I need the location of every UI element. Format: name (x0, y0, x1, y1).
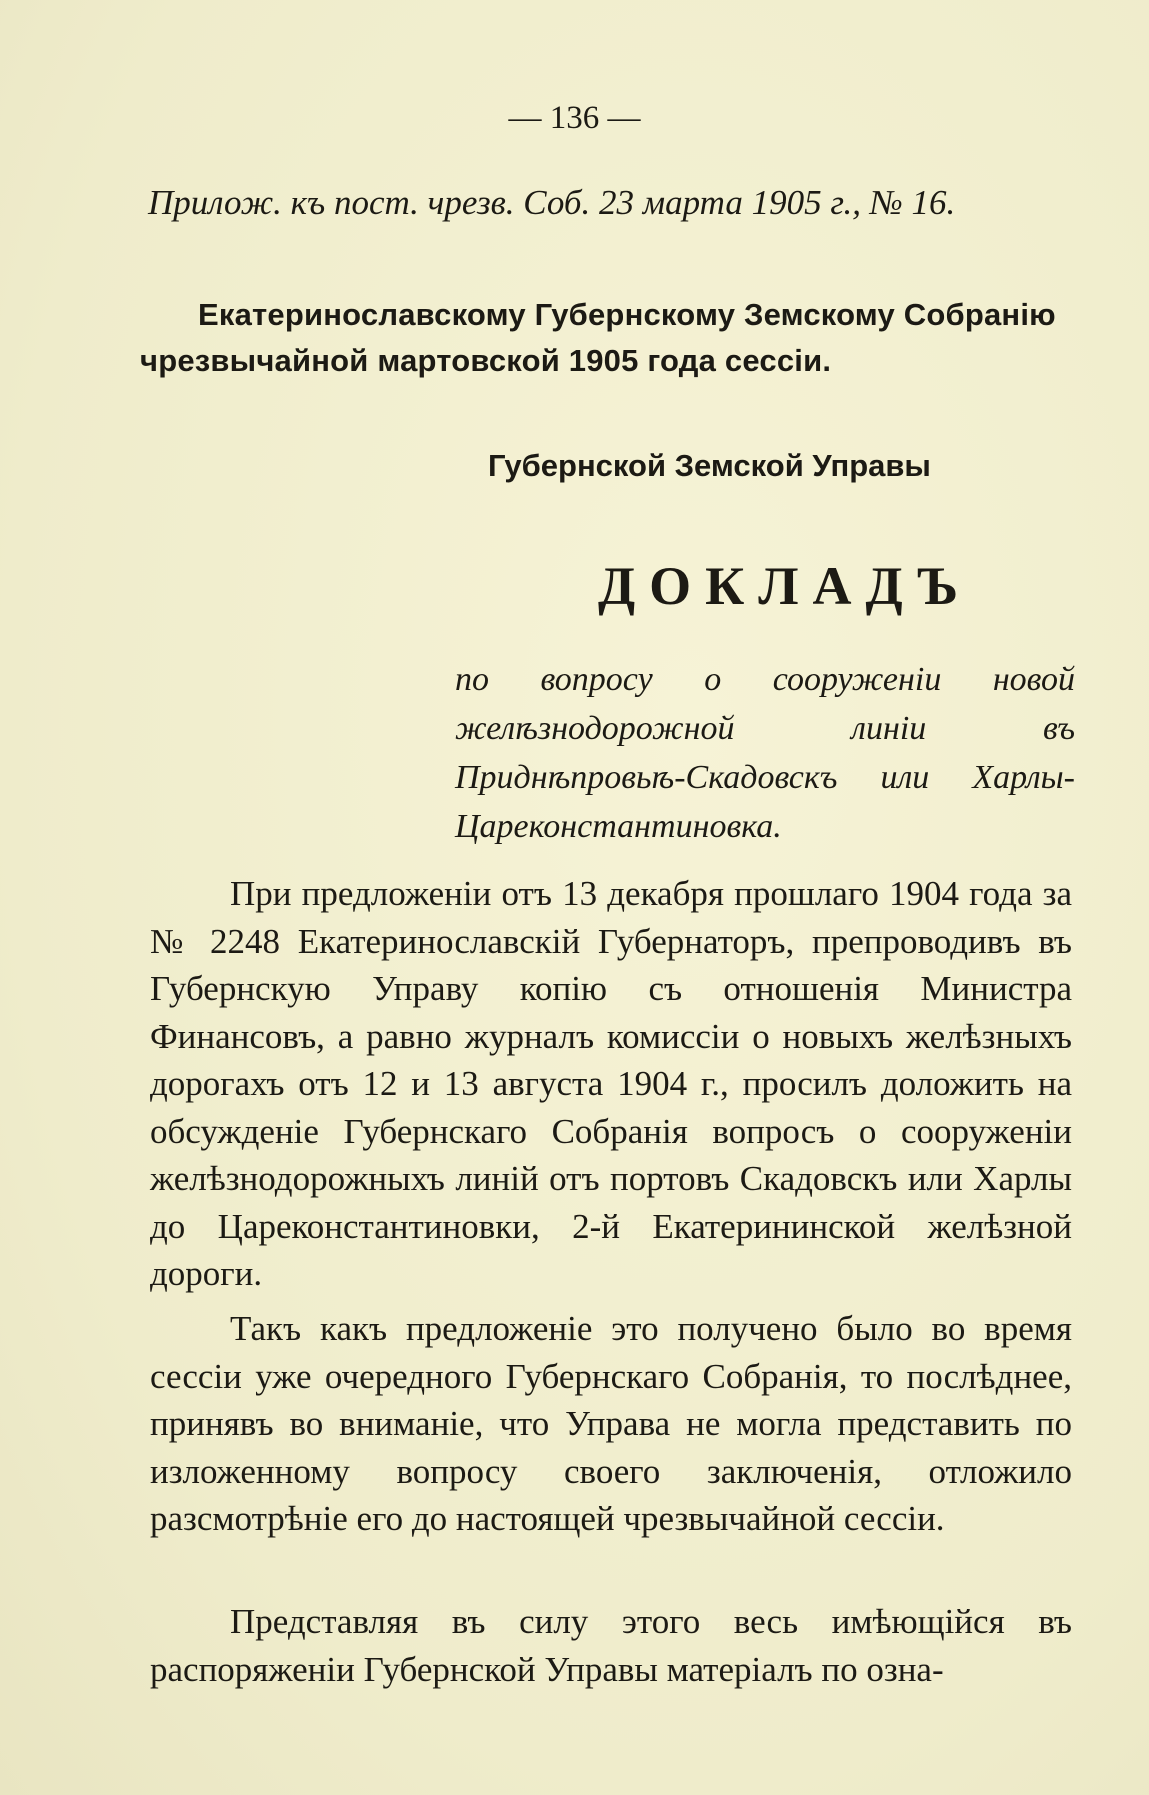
paragraph-text: При предложеніи отъ 13 декабря прошлаго 1904 года за № 2248 Екатеринославскій Губернаторъ, препроводивъ въ Губернскую Управу копію съ отношенія Министра Финансовъ, а равно журналъ комиссіи о новыхъ желѣзныхъ дорогахъ отъ 12 и 13 августа 1904 г., просилъ доложить на обсужденіе Губернскаго Собранія вопросъ о сооруженіи желѣзнодорожныхъ линій отъ портовъ Скадовскъ или Харлы до Цареконстантиновки, 2-й Екатерининской желѣзной дороги. (150, 874, 1072, 1293)
paragraph-text: Такъ какъ предложеніе это получено было во время сессіи уже очередного Губернскаго Собранія, то послѣднее, принявъ во вниманіе, что Управа не могла представить по изложенному вопросу своего заключенія, отложило разсмотрѣніе его до настоящей чрезвычайной сессіи. (150, 1309, 1072, 1538)
paragraph-3 (150, 1598, 1072, 1693)
addressee-line-1: Екатеринославскому Губернскому Земскому Собранію (198, 297, 1056, 332)
report-title: ДОКЛАДЪ (598, 556, 973, 616)
paragraph-text: Представляя въ силу этого весь имѣющійся въ распоряженіи Губернской Управы матеріалъ по озна- (150, 1602, 1072, 1689)
board-heading: Губернской Земской Управы (488, 448, 931, 483)
addressee-line-2: чрезвычайной мартовской 1905 года сессіи. (140, 343, 832, 378)
paragraph-1 (150, 870, 1072, 1298)
paragraph-2 (150, 1305, 1072, 1543)
page-number: — 136 — (508, 100, 641, 136)
appendix-note: Прилож. къ пост. чрезв. Соб. 23 марта 1905 г., № 16. (148, 183, 956, 222)
report-subject: по вопросу о сооруженіи новой желѣзнодорожной линіи въ Приднѣпровьѣ-Скадовскъ или Харлы-Цареконстантиновка. (455, 661, 1075, 845)
addressee-block (140, 292, 1080, 384)
